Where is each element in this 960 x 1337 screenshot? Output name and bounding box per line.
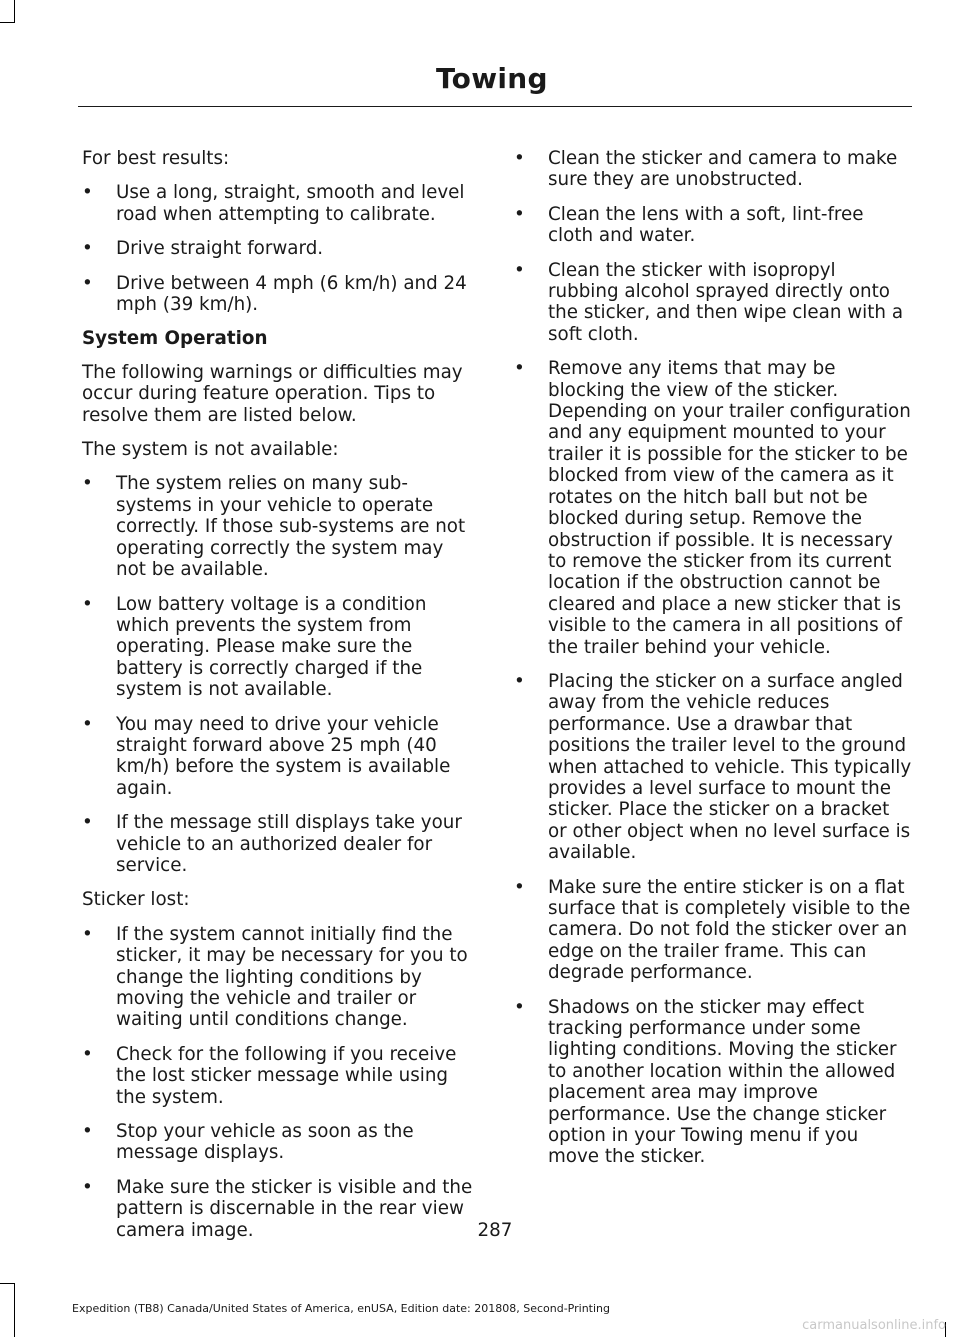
section-heading: System Operation bbox=[82, 328, 268, 350]
bullet-icon: • bbox=[514, 148, 525, 169]
not-available-label: The system is not available: bbox=[82, 439, 339, 461]
bullet-icon: • bbox=[514, 876, 525, 898]
list-item: • Low battery voltage is a condition which prevents the system from operating. Please make sure the battery is correctly charged if the system is not available. bbox=[82, 593, 427, 701]
bullet-icon: • bbox=[514, 670, 525, 692]
bullet-icon: • bbox=[82, 238, 93, 260]
list-item: • Clean the lens with a soft, lint-free cloth and water. bbox=[514, 203, 864, 247]
crop-mark-top-left-vertical bbox=[14, 0, 15, 22]
bullet-icon: • bbox=[82, 1121, 93, 1143]
bullet-icon: • bbox=[514, 358, 525, 380]
list-item: • Placing the sticker on a surface angled away from the vehicle reduces performance. Use a drawbar that positions the trailer level to the ground when attached to vehicle. This typically provides a level surface to mount the sticker. Place the sticker on a bracket or other object when no level surface is available. bbox=[514, 670, 912, 864]
bullet-icon: • bbox=[82, 182, 93, 204]
crop-mark-top-left-horizontal bbox=[0, 22, 15, 23]
bullet-icon: • bbox=[82, 473, 93, 495]
not-available-list bbox=[82, 473, 477, 876]
page-title: Towing bbox=[436, 62, 548, 95]
bullet-icon: • bbox=[514, 259, 525, 281]
list-item: • If the message still displays take your vehicle to an authorized dealer for service. bbox=[82, 812, 462, 876]
list-item: • You may need to drive your vehicle straight forward above 25 mph (40 km/h) before the system is available again. bbox=[82, 713, 451, 799]
right-column bbox=[514, 148, 912, 1181]
header-divider bbox=[78, 106, 912, 107]
list-item: • The system relies on many sub-systems in your vehicle to operate correctly. If those sub-systems are not operating correctly the system may not be available. bbox=[82, 473, 466, 581]
list-item: • Clean the sticker and camera to make sure they are unobstructed. bbox=[514, 148, 898, 191]
operation-intro: The following warnings or difficulties may occur during feature operation. Tips to resolve them are listed below. bbox=[82, 361, 463, 426]
bullet-icon: • bbox=[82, 923, 93, 945]
best-results-intro: For best results: bbox=[82, 148, 230, 169]
list-item: • Make sure the sticker is visible and the pattern is discernable in the rear view camera image. bbox=[82, 1176, 473, 1241]
sticker-tips-list bbox=[514, 148, 912, 1168]
sticker-lost-list bbox=[82, 924, 477, 1241]
list-item: • Shadows on the sticker may effect tracking performance under some lighting conditions. Moving the sticker to another location within the allowed placement area may improve performance. Use the change sticker option in your Towing menu if you move the sticker. bbox=[514, 996, 897, 1168]
edition-footer: Expedition (TB8) Canada/United States of America, enUSA, Edition date: 201808, Second-Printing bbox=[72, 1302, 610, 1315]
list-item: • Drive straight forward. bbox=[82, 238, 324, 260]
watermark: carmanualsonline.info bbox=[802, 1318, 946, 1333]
list-item: • Remove any items that may be blocking the view of the sticker. Depending on your trailer configuration and any equipment mounted to your trailer it is possible for the sticker to be blocked from view of the camera as it rotates on the hitch ball but not be blocked during setup. Remove the obstruction if possible. It is necessary to remove the sticker from its current location if the obstruction cannot be cleared and place a new sticker that is visible to the camera in all positions of the trailer behind your vehicle. bbox=[514, 358, 911, 658]
bullet-icon: • bbox=[514, 996, 525, 1018]
bullet-icon: • bbox=[82, 593, 93, 615]
list-item: • Drive between 4 mph (6 km/h) and 24 mph (39 km/h). bbox=[82, 272, 467, 316]
list-item: • If the system cannot initially find the sticker, it may be necessary for you to change the lighting conditions by moving the vehicle and trailer or waiting until conditions change. bbox=[82, 923, 468, 1031]
best-results-list bbox=[82, 182, 477, 315]
list-item: • Stop your vehicle as soon as the message displays. bbox=[82, 1121, 414, 1164]
list-item: • Use a long, straight, smooth and level road when attempting to calibrate. bbox=[82, 182, 465, 225]
sticker-lost-label: Sticker lost: bbox=[82, 889, 190, 911]
crop-mark-bottom-left-horizontal bbox=[0, 1283, 15, 1284]
left-column bbox=[82, 148, 477, 1254]
bullet-icon: • bbox=[82, 1176, 93, 1198]
bullet-icon: • bbox=[82, 812, 93, 834]
page-number: 287 bbox=[477, 1220, 513, 1241]
list-item: • Check for the following if you receive the lost sticker message while using the system. bbox=[82, 1043, 457, 1108]
list-item: • Clean the sticker with isopropyl rubbing alcohol sprayed directly onto the sticker, and then wipe clean with a soft cloth. bbox=[514, 259, 904, 345]
bullet-icon: • bbox=[82, 1043, 93, 1065]
list-item: • Make sure the entire sticker is on a flat surface that is completely visible to the camera. Do not fold the sticker over an edge on the trailer frame. This can degrade performance. bbox=[514, 876, 911, 984]
bullet-icon: • bbox=[514, 203, 525, 225]
bullet-icon: • bbox=[82, 272, 93, 294]
bullet-icon: • bbox=[82, 713, 93, 735]
